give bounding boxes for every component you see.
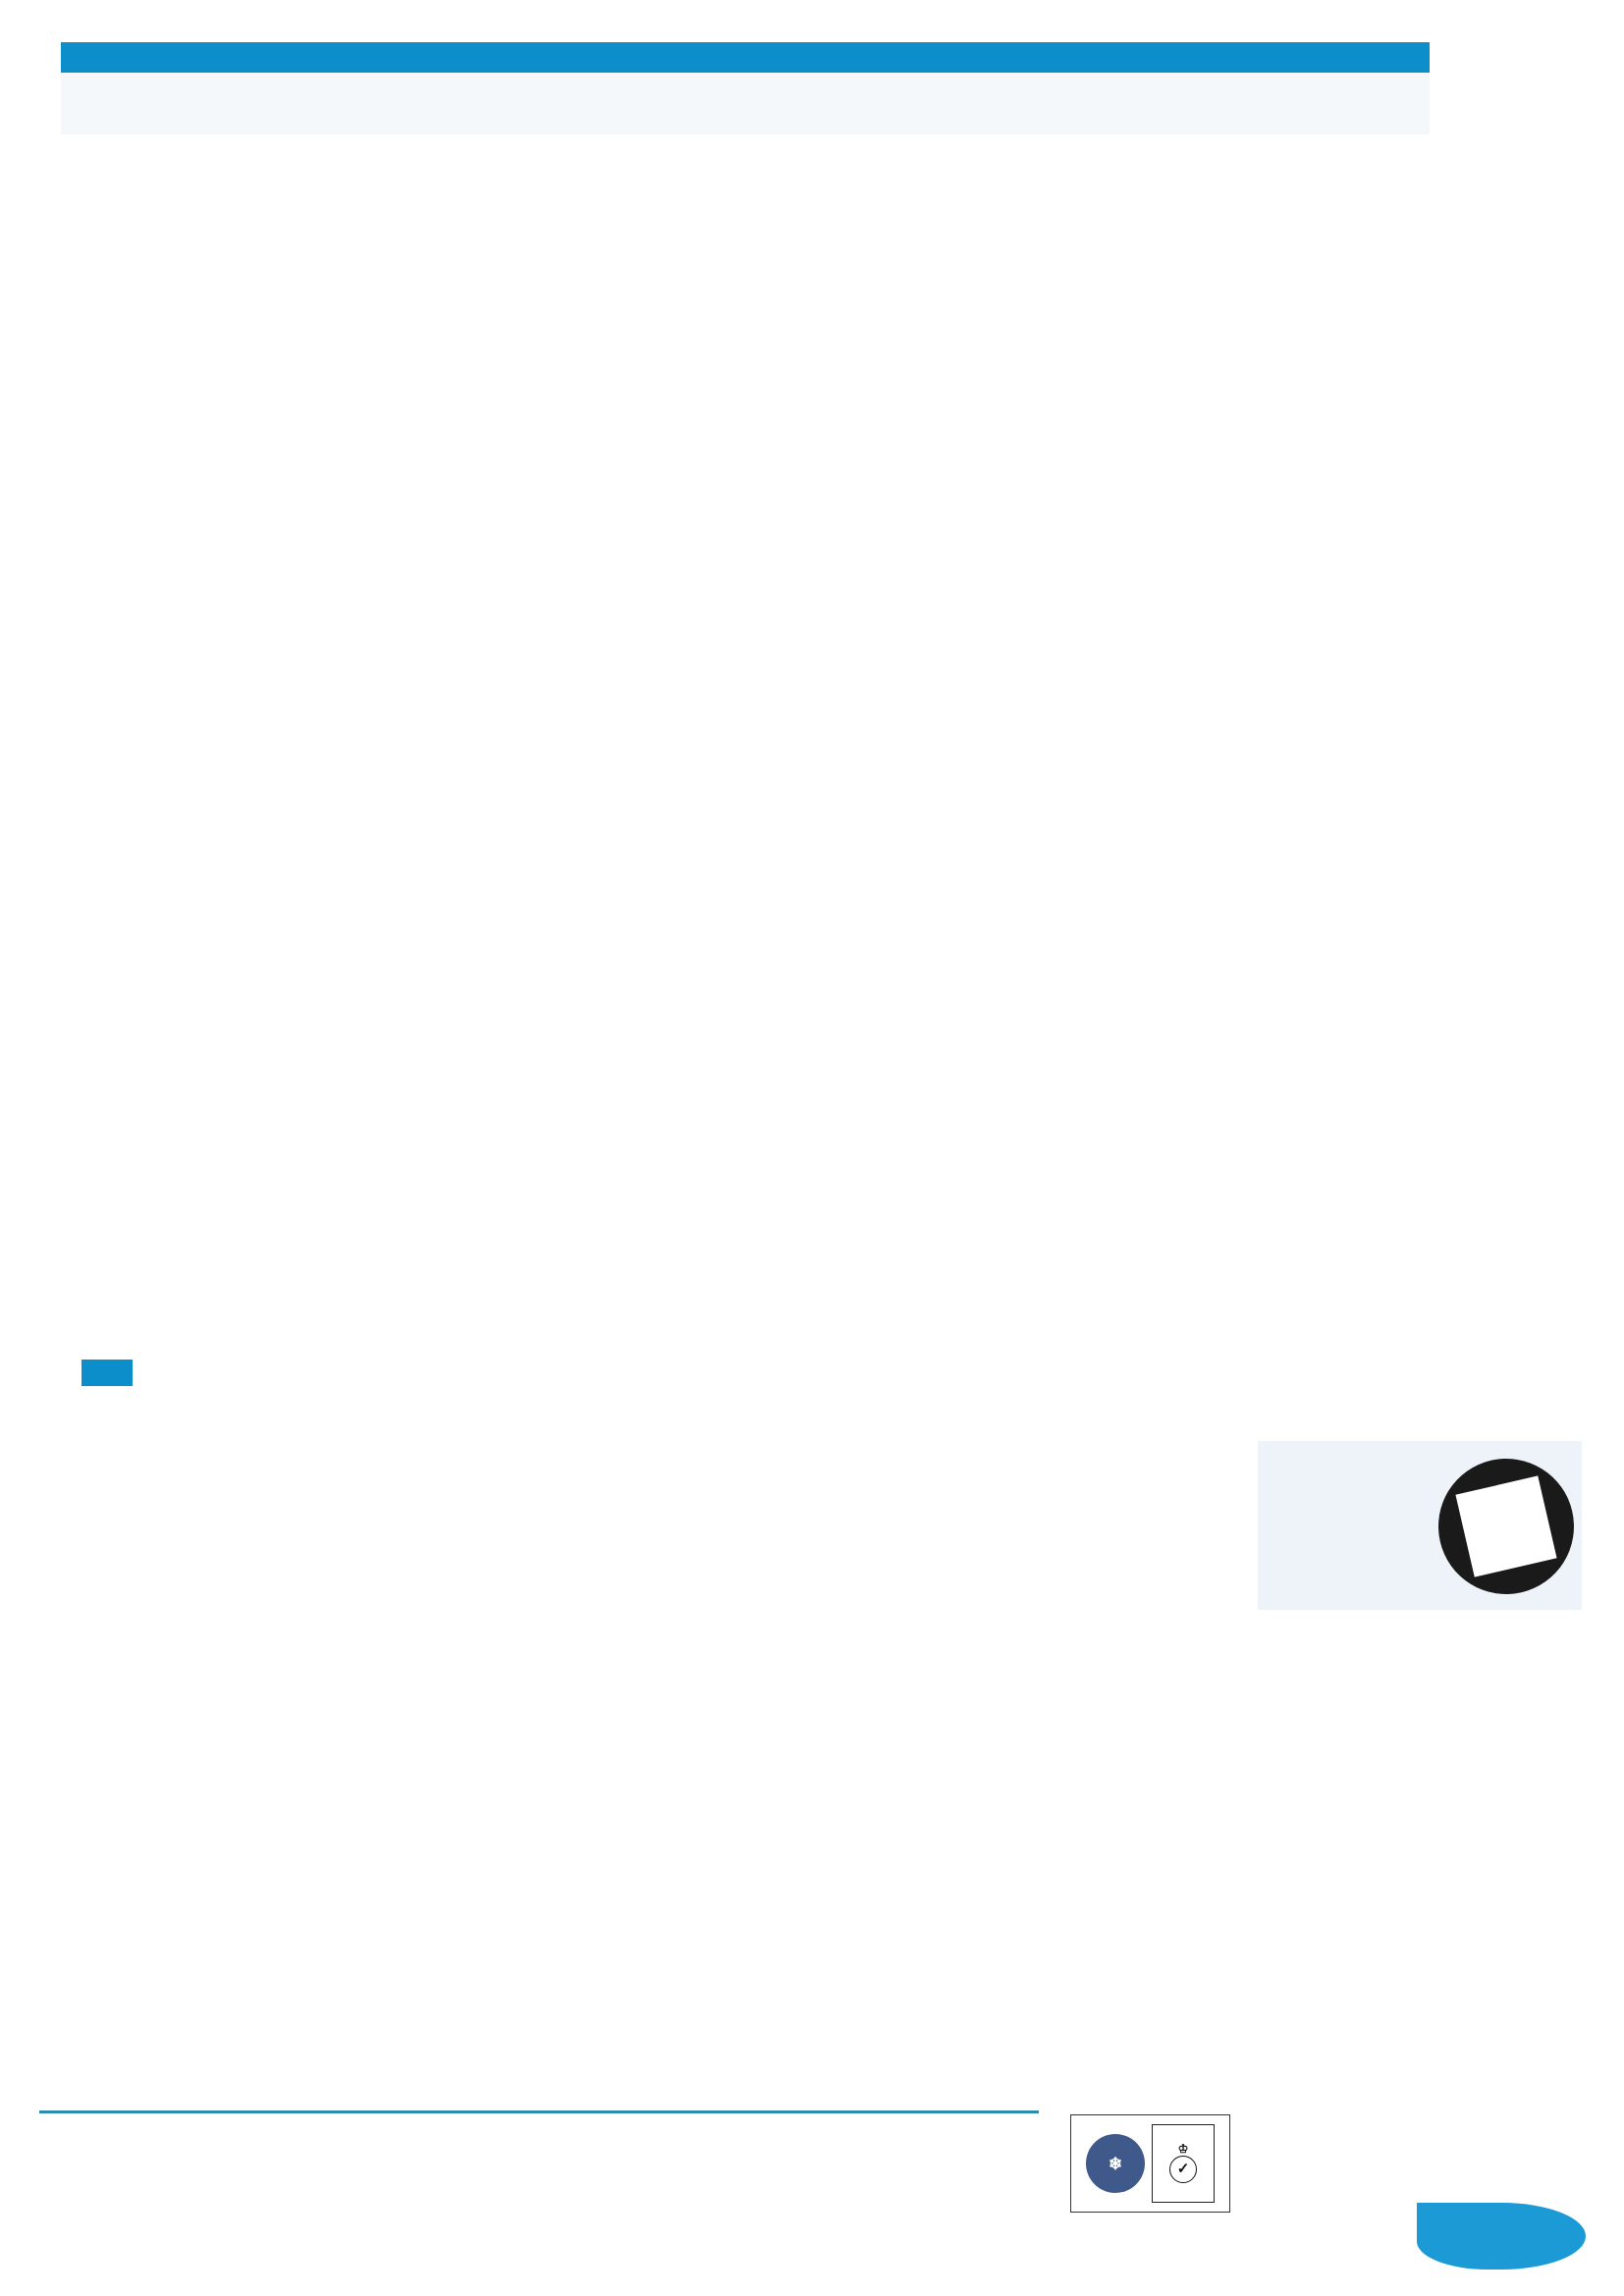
footer-divider [39,2110,1039,2113]
column-header-parameter [82,73,726,125]
note-tail-row [1266,1453,1574,1594]
specification-summary-banner [61,42,1430,73]
iso-badge-box [1070,2114,1230,2213]
version-block [1265,2125,1589,2129]
specification-table [82,73,1408,125]
check-icon: ✓ [1169,2156,1197,2183]
column-header-size [406,1416,647,1438]
product-order-details-section [81,1360,1171,1438]
crown-icon: ♔ [1177,2142,1189,2156]
isoqar-seal-icon [1086,2134,1145,2193]
column-header-ufi [860,1416,1166,1438]
isoqar-star-icon: ❄ [1108,2154,1123,2173]
specification-summary-section [61,42,1430,156]
ukas-mark-icon [1152,2124,1215,2203]
product-range-photo [27,1812,558,2057]
qr-caption [1438,1459,1574,1594]
iso-certification-badge [1070,2114,1230,2217]
qr-code-badge[interactable] [1438,1459,1574,1594]
column-header-barcode [647,1416,860,1438]
column-header-colour [274,1416,406,1438]
specification-table-container [61,73,1430,134]
logo-swoosh-shape [1417,2203,1586,2269]
specification-table-header-row [82,73,1408,125]
column-header-code [81,1416,274,1438]
order-table-header-row [81,1416,1166,1438]
product-order-table [81,1416,1166,1438]
bond-it-logo [1301,2201,1586,2273]
product-order-details-banner [81,1360,133,1386]
disclaimer-note-panel [1258,1441,1582,1610]
column-header-gun-grade [1067,73,1408,125]
column-header-hand-held [726,73,1067,125]
